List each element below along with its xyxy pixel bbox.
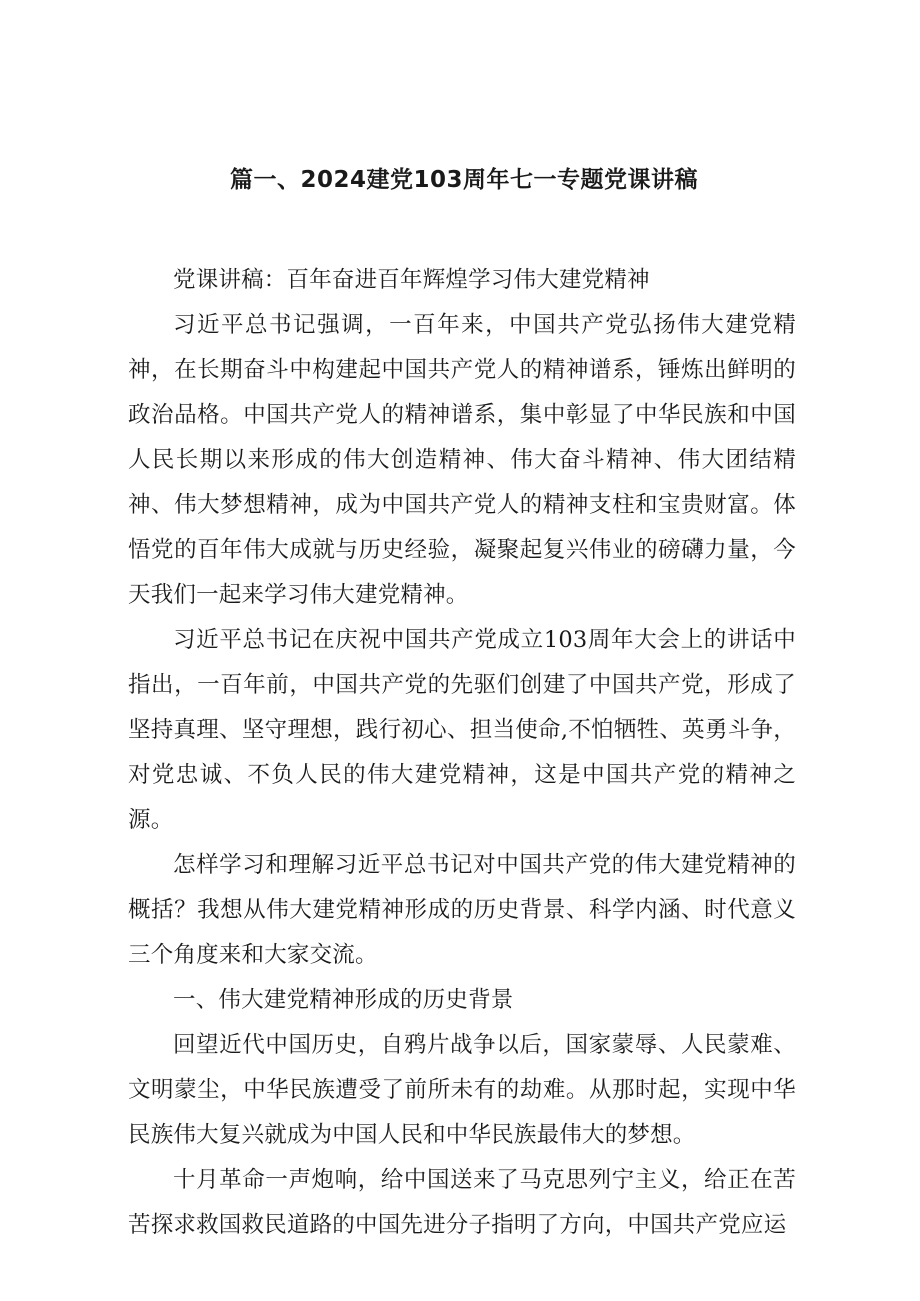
section-paragraph-1: 回望近代中国历史，自鸦片战争以后，国家蒙辱、人民蒙难、文明蒙尘，中华民族遭受了前所未有的劫难。从那时起，实现中华民族伟大复兴就成为中国人民和中华民族最伟大的梦想。 (128, 1032, 796, 1148)
paragraph-1: 习近平总书记强调，一百年来，中国共产党弘扬伟大建党精神，在长期奋斗中构建起中国共产党人的精神谱系，锤炼出鲜明的政治品格。中国共产党人的精神谱系，集中彰显了中华民族和中国人民长期以来形成的伟大创造精神、伟大奋斗精神、伟大团结精神、伟大梦想精神，成为中国共产党人的精神支柱和宝贵财富。体悟党的百年伟大成就与历史经验，凝聚起复兴伟业的磅礴力量，今天我们一起来学习伟大建党精神。 (128, 312, 796, 608)
section-heading: 一、伟大建党精神形成的历史背景 (173, 987, 514, 1013)
section-paragraph-2: 十月革命一声炮响，给中国送来了马克思列宁主义，给正在苦苦探求救国救民道路的中国先进分子指明了方向，中国共产党应运 (128, 1167, 796, 1238)
document-title: 篇一、2024建党103周年七一专题党课讲稿 (229, 167, 699, 193)
document-subtitle: 党课讲稿：百年奋进百年辉煌学习伟大建党精神 (173, 267, 650, 293)
paragraph-3: 怎样学习和理解习近平总书记对中国共产党的伟大建党精神的概括？我想从伟大建党精神形成的历史背景、科学内涵、时代意义三个角度来和大家交流。 (128, 852, 796, 968)
document-body (128, 258, 796, 1248)
paragraph-2: 习近平总书记在庆祝中国共产党成立103周年大会上的讲话中指出，一百年前，中国共产党的先驱们创建了中国共产党，形成了坚持真理、坚守理想，践行初心、担当使命,不怕牺牲、英勇斗争，对党忠诚、不负人民的伟大建党精神，这是中国共产党的精神之源。 (128, 627, 796, 833)
